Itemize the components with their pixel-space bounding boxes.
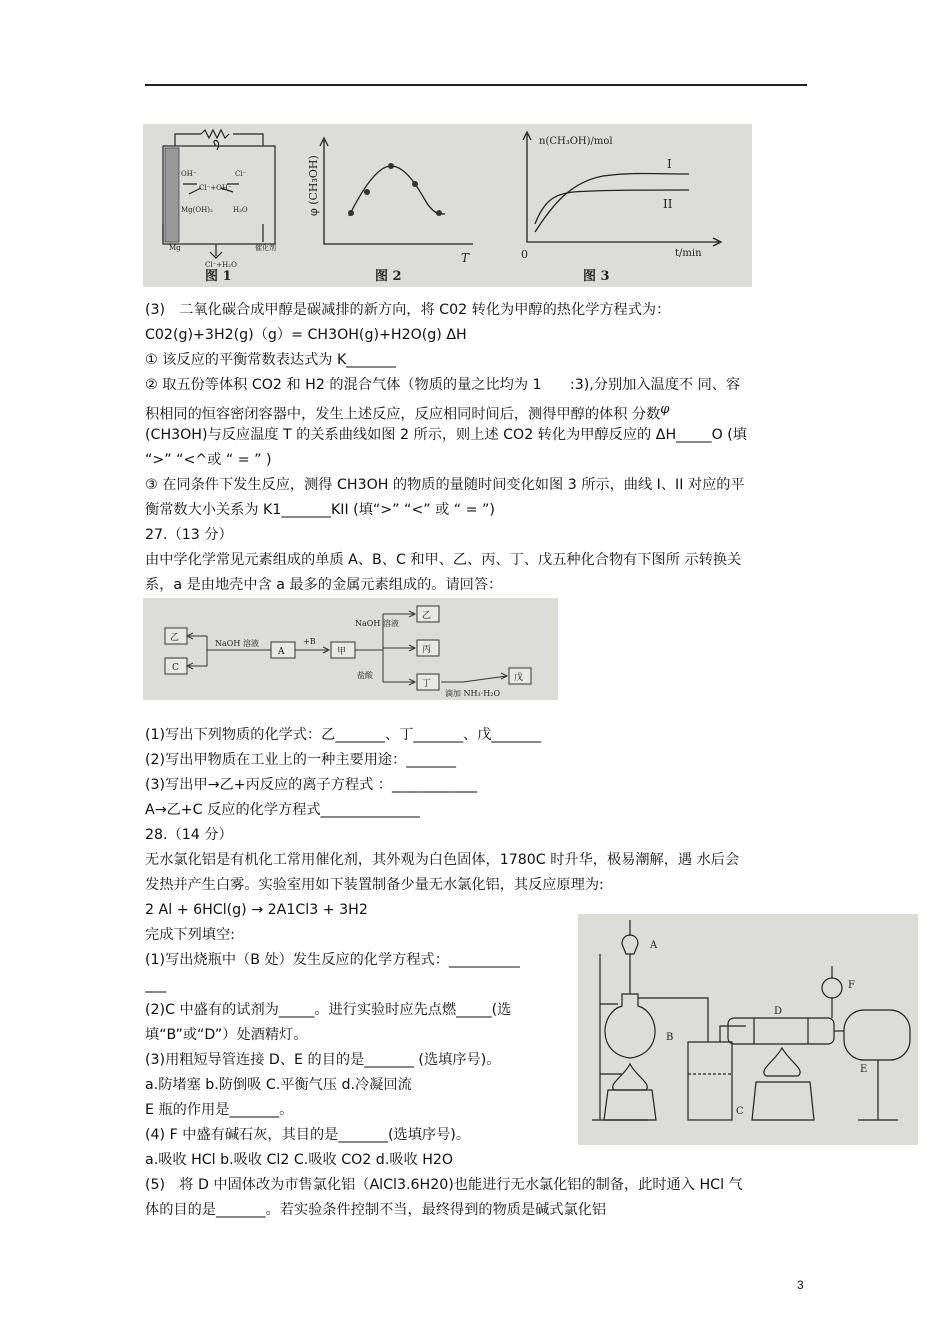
text-line: (2)写出甲物质在工业上的一种主要用途：_______ bbox=[145, 752, 456, 768]
fig1-label-mgoh: Mg(OH)₂ bbox=[181, 206, 213, 214]
fig1-label-oh: OH⁻ bbox=[181, 170, 197, 178]
text-line: 由中学化学常见元素组成的单质 A、B、C 和甲、乙、丙、丁、戊五种化合物有下图所 示转换关 bbox=[145, 552, 742, 568]
text-line: C02(g)+3H2(g)（g）= CH3OH(g)+H2O(g) ΔH bbox=[145, 327, 467, 343]
fig3-caption: 图 3 bbox=[583, 269, 610, 284]
fig1-label-h2o: H₂O bbox=[233, 206, 248, 214]
fig1-label-mid: Cl⁻+OH⁻ bbox=[199, 184, 232, 192]
node-bing-label: 丙 bbox=[422, 645, 432, 655]
apparatus-label-b: B bbox=[666, 1032, 674, 1043]
text-line: ① 该反应的平衡常数表达式为 K_______ bbox=[145, 352, 396, 368]
figure-1 bbox=[163, 130, 275, 258]
node-yi-left-label: 乙 bbox=[170, 633, 180, 643]
node-ding-label: 丁 bbox=[422, 679, 432, 689]
fig2-xlabel: T bbox=[461, 251, 470, 265]
edge-nh3: 滴加 NH₃·H₂O bbox=[445, 689, 501, 698]
flow-diagram bbox=[143, 598, 558, 700]
edge-naoh-top: NaOH 溶液 bbox=[355, 619, 399, 628]
figure-3 bbox=[523, 132, 721, 246]
text-line: A→乙+C 反应的化学方程式______________ bbox=[145, 802, 420, 818]
text-line: (3)写出甲→乙+丙反应的离子方程式 ：____________ bbox=[145, 777, 478, 793]
text-line: 无水氯化铝是有机化工常用催化剂，其外观为白色固体，1780C 时升华，极易潮解，遇 水后会 bbox=[145, 852, 740, 868]
text-line: (5) 将 D 中固体改为市售氯化铝（AlCl3.6H20)也能进行无水氯化铝的制备，此时通入 HCl 气 bbox=[145, 1177, 743, 1193]
text-line: 2 Al + 6HCl(g) → 2A1Cl3 + 3H2 bbox=[145, 902, 368, 918]
fig2-point bbox=[364, 189, 370, 195]
node-c-label: C bbox=[172, 663, 179, 673]
text-line: 完成下列填空: bbox=[145, 927, 235, 943]
text-line: 发热并产生白雾。实验室用如下装置制备少量无水氯化铝，其反应原理为: bbox=[145, 877, 604, 893]
node-wu-label: 戊 bbox=[514, 673, 524, 683]
text-line: (1)写出下列物质的化学式：乙_______、丁_______、戊_______ bbox=[145, 727, 542, 743]
text-line: 体的目的是_______。若实验条件控制不当，最终得到的物质是碱式氯化铝 bbox=[145, 1202, 607, 1218]
fig2-point bbox=[436, 210, 442, 216]
text-line: a.吸收 HCl b.吸收 Cl2 C.吸收 CO2 d.吸收 H2O bbox=[145, 1152, 454, 1168]
fig3-xlabel: t/min bbox=[675, 248, 702, 259]
text-line: (4) F 中盛有碱石灰，其目的是_______(选填序号)。 bbox=[145, 1127, 471, 1143]
text-line: 填“B”或“D”）处酒精灯。 bbox=[145, 1027, 308, 1043]
question-heading-28: 28.（14 分） bbox=[145, 827, 233, 843]
fig1-label-bottom-mid: Cl⁻+H₂O bbox=[205, 261, 237, 269]
apparatus-label-c: C bbox=[736, 1106, 744, 1117]
text-line bbox=[145, 400, 669, 425]
text-line: “>” “<^或 “ = ” ) bbox=[145, 452, 272, 468]
node-yi-right-label: 乙 bbox=[422, 611, 432, 621]
edge-hcl: 盐酸 bbox=[357, 671, 373, 680]
page-number: 3 bbox=[797, 1278, 804, 1292]
text-line: a.防堵塞 b.防倒吸 C.平衡气压 d.冷凝回流 bbox=[145, 1077, 412, 1093]
fig2-point bbox=[412, 181, 418, 187]
text-fragment: 积相同的恒容密闭容器中，发生上述反应，反应相同时间后，测得甲醇的体积 分数 bbox=[145, 406, 661, 423]
text-line: E 瓶的作用是_______。 bbox=[145, 1102, 294, 1118]
fig1-label-mg: Mg bbox=[169, 244, 181, 252]
figure-2 bbox=[320, 138, 473, 244]
fig3-ylabel: n(CH₃OH)/mol bbox=[539, 136, 613, 147]
text-line: ③ 在同条件下发生反应，测得 CH3OH 的物质的量随时间变化如图 3 所示，曲线 I、II 对应的平 bbox=[145, 477, 745, 493]
fig3-curve-ii: II bbox=[663, 197, 673, 211]
text-line: (CH3OH)与反应温度 T 的关系曲线如图 2 所示，则上述 CO2 转化为甲醇反应的 ΔH_____O (填 bbox=[145, 427, 747, 443]
edge-plus-b: +B bbox=[303, 637, 316, 646]
fig2-caption: 图 2 bbox=[375, 269, 402, 284]
text-line: ___ bbox=[145, 977, 167, 993]
fig2-point bbox=[348, 210, 354, 216]
apparatus-label-d: D bbox=[774, 1006, 783, 1017]
text-line: (1)写出烧瓶中（B 处）发生反应的化学方程式：__________ bbox=[145, 952, 520, 968]
apparatus-label-a: A bbox=[650, 940, 658, 951]
edge-naoh-left: NaOH 溶液 bbox=[215, 639, 259, 648]
apparatus-figure bbox=[578, 914, 918, 1145]
question-heading-27: 27.（13 分） bbox=[145, 527, 233, 543]
fig1-label-catalyst: 催化剂 bbox=[255, 244, 276, 252]
apparatus-label-e: E bbox=[860, 1064, 868, 1075]
header-rule bbox=[145, 84, 807, 86]
text-line: 衡常数大小关系为 K1_______KII (填“>” “<” 或 “ = ”) bbox=[145, 502, 495, 518]
fig2-point bbox=[388, 163, 394, 169]
fig2-ylabel: φ (CH₃OH) bbox=[307, 155, 320, 216]
apparatus-label-f: F bbox=[848, 980, 855, 991]
text-line: ② 取五份等体积 CO2 和 H2 的混合气体（物质的量之比均为 1 :3),分别加入温度不 同、容 bbox=[145, 377, 741, 393]
fig3-curve-i: I bbox=[667, 157, 672, 171]
fig1-label-cl: Cl⁻ bbox=[235, 170, 247, 178]
node-a-label: A bbox=[278, 647, 285, 657]
fig3-origin: 0 bbox=[521, 248, 528, 261]
text-line: (2)C 中盛有的试剂为_____。进行实验时应先点燃_____(选 bbox=[145, 1002, 512, 1018]
text-line: (3) 二氧化碳合成甲醇是碳减排的新方向，将 C02 转化为甲醇的热化学方程式为： bbox=[145, 302, 671, 318]
figures-strip bbox=[143, 124, 752, 287]
fig1-caption: 图 1 bbox=[205, 269, 232, 284]
text-line: (3)用粗短导管连接 D、E 的目的是_______ (选填序号)。 bbox=[145, 1052, 501, 1068]
phi-symbol: φ bbox=[660, 402, 670, 417]
node-jia-label: 甲 bbox=[337, 647, 347, 657]
text-line: 系，a 是由地壳中含 a 最多的金属元素组成的。请回答： bbox=[145, 577, 503, 593]
